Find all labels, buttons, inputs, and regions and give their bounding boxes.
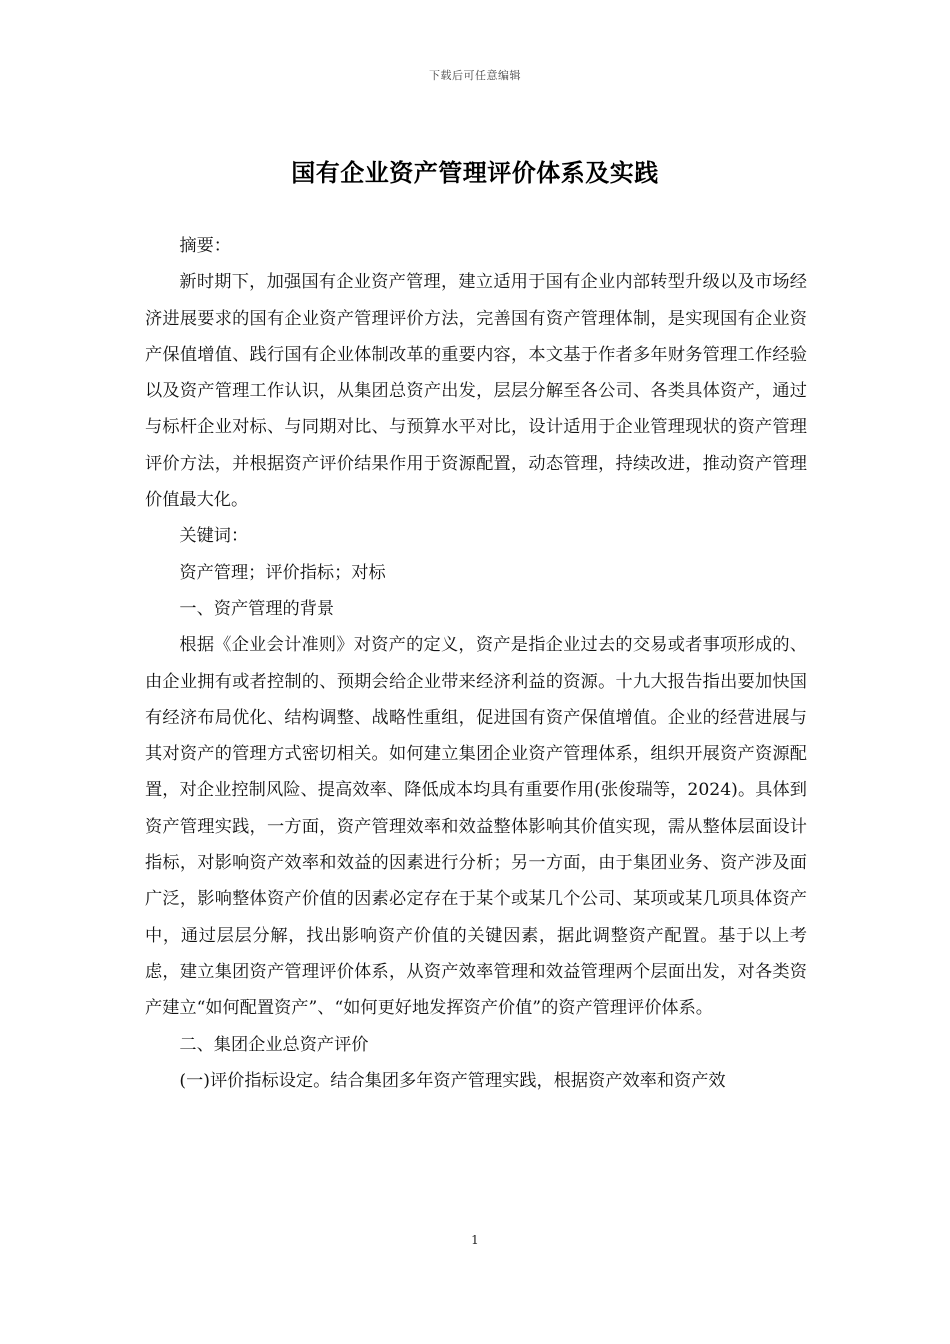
document-title: 国有企业资产管理评价体系及实践	[291, 158, 659, 187]
abstract-heading: 摘要：	[179, 236, 231, 256]
section-heading-2: 二、集团企业总资产评价	[179, 1034, 369, 1055]
abstract-paragraph: 新时期下，加强国有企业资产管理，建立适用于国有企业内部转型升级以及市场经济进展要求的国有企业资产管理评价方法，完善国有资产管理体制，是实现国有企业资产保值增值、践行国有企业体制改革的重要内容，本文基于作者多年财务管理工作经验以及资产管理工作认识，从集团总资产出发，层层分解至各公司、各类具体资产，通过与标杆企业对标、与同期对比、与预算水平对比，设计适用于企业管理现状的资产管理评价方法，并根据资产评价结果作用于资源配置，动态管理，持续改进，推动资产管理价值最大化。	[145, 272, 807, 511]
section-1-paragraph: 根据《企业会计准则》对资产的定义，资产是指企业过去的交易或者事项形成的、由企业拥有或者控制的、预期会给企业带来经济利益的资源。十九大报告指出要加快国有经济布局优化、结构调整、战略性重组，促进国有资产保值增值。企业的经营进展与其对资产的管理方式密切相关。如何建立集团企业资产管理体系，组织开展资产资源配置，对企业控制风险、提高效率、降低成本均具有重要作用(张俊瑞等，2024)。具体到资产管理实践，一方面，资产管理效率和效益整体影响其价值实现，需从整体层面设计指标，对影响资产效率和效益的因素进行分析；另一方面，由于集团业务、资产涉及面广泛，影响整体资产价值的因素必定存在于某个或某几个公司、某项或某几项具体资产中，通过层层分解，找出影响资产价值的关键因素，据此调整资产配置。基于以上考虑，建立集团资产管理评价体系，从资产效率管理和效益管理两个层面出发，对各类资产建立“如何配置资产”、“如何更好地发挥资产价值”的资产管理评价体系。	[145, 635, 807, 1019]
page-header-note: 下载后可任意编辑	[429, 69, 521, 82]
section-heading-1: 一、资产管理的背景	[179, 598, 335, 619]
page-number: 1	[471, 1233, 479, 1247]
keywords-list: 资产管理；评价指标；对标	[179, 562, 386, 583]
document-body	[145, 228, 807, 1099]
keywords-heading: 关键词：	[179, 526, 249, 547]
section-2-paragraph: (一)评价指标设定。结合集团多年资产管理实践，根据资产效率和资产效	[179, 1070, 726, 1091]
